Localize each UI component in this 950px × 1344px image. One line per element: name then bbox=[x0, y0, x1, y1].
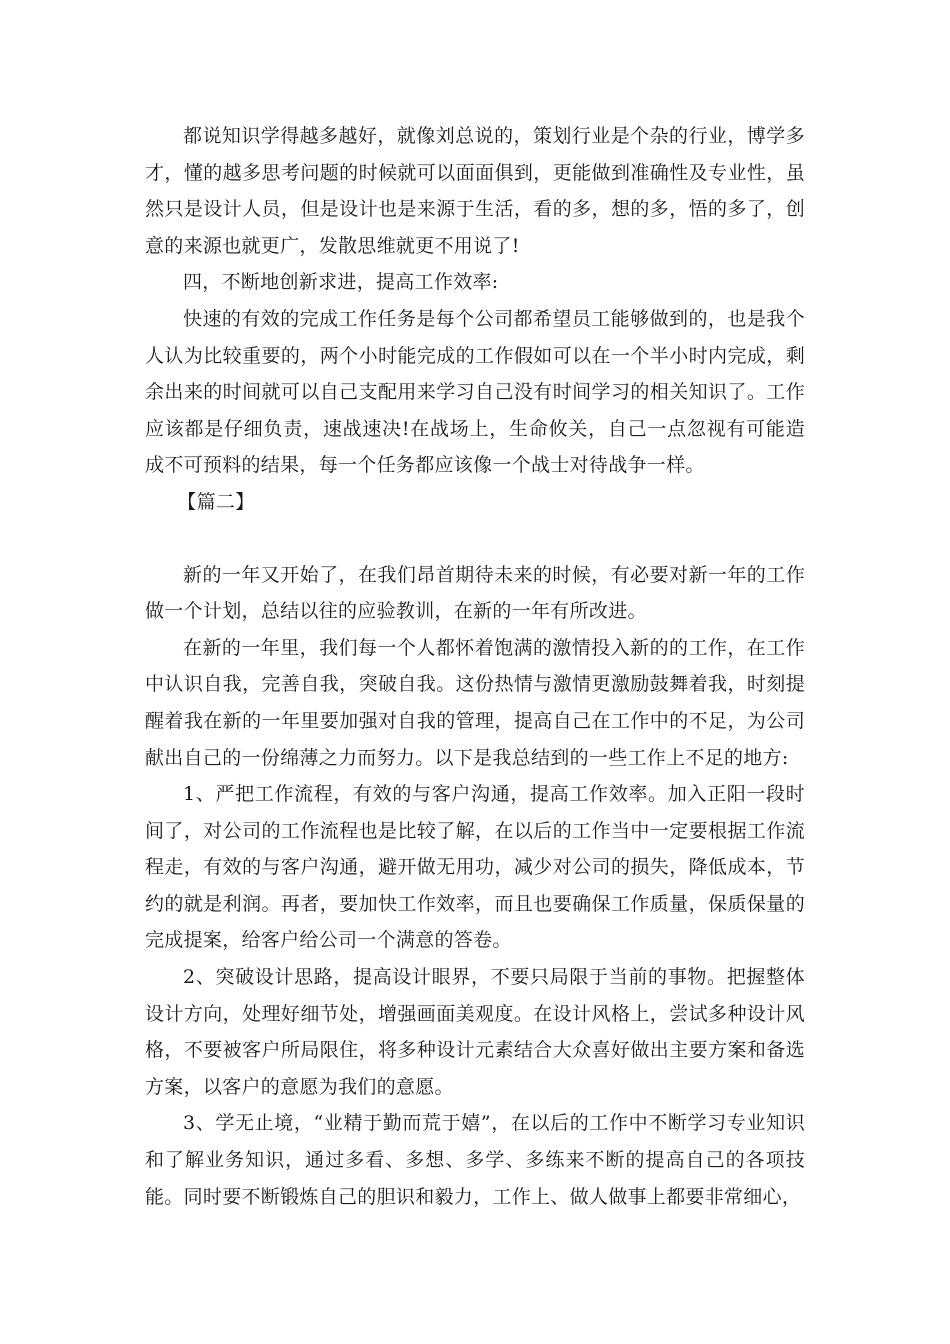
list-item-three: 3、学无止境，“业精于勤而荒于嬉”，在以后的工作中不断学习专业知识和了解业务知识，通过多看、多想、多学、多练来不断的提高自己的各项技能。同时要不断锻炼自己的胆识和毅力，工作上、做人做事上都要非常细心， bbox=[145, 1112, 805, 1208]
part-two-heading: 【篇二】 bbox=[177, 490, 255, 513]
list-item-two: 2、突破设计思路，提高设计眼界，不要只局限于当前的事物。把握整体设计方向，处理好细节处，增强画面美观度。在设计风格上，尝试多种设计风格，不要被客户所局限住，将多种设计元素结合大众喜好做出主要方案和备选方案，以客户的意愿为我们的意愿。 bbox=[145, 966, 805, 1098]
paragraph-efficiency: 快速的有效的完成工作任务是每个公司都希望员工能够做到的，也是我个人认为比较重要的，两个小时能完成的工作假如可以在一个半小时内完成，剩余出来的时间就可以自己支配用来学习自己没有时间学习的相关知识了。工作应该都是仔细负责，速战速决!在战场上，生命攸关，自己一点忽视有可能造成不可预料的结果，每一个任务都应该像一个战士对待战争一样。 bbox=[145, 307, 805, 477]
blank-line bbox=[145, 521, 805, 557]
section-heading-four: 四，不断地创新求进，提高工作效率: bbox=[183, 271, 499, 294]
paragraph-new-year: 新的一年又开始了，在我们昂首期待未来的时候，有必要对新一年的工作做一个计划，总结以往的应验教训，在新的一年有所改进。 bbox=[145, 563, 805, 623]
list-item-one: 1、严把工作流程，有效的与客户沟通，提高工作效率。加入正阳一段时间了，对公司的工作流程也是比较了解，在以后的工作当中一定要根据工作流程走，有效的与客户沟通，避开做无用功，减少对公司的损失，降低成本，节约的就是利润。再者，要加快工作效率，而且也要确保工作质量，保质保量的完成提案，给客户给公司一个满意的答卷。 bbox=[145, 783, 805, 952]
document-page bbox=[145, 118, 805, 1215]
paragraph-passion: 在新的一年里，我们每一个人都怀着饱满的激情投入新的的工作，在工作中认识自我，完善自我，突破自我。这份热情与激情更激励鼓舞着我，时刻提醒着我在新的一年里要加强对自我的管理，提高自己在工作中的不足，为公司献出自己的一份绵薄之力而努力。以下是我总结到的一些工作上不足的地方: bbox=[145, 636, 805, 769]
paragraph-knowledge: 都说知识学得越多越好，就像刘总说的，策划行业是个杂的行业，博学多才，懂的越多思考问题的时候就可以面面俱到，更能做到准确性及专业性，虽然只是设计人员，但是设计也是来源于生活，看的多，想的多，悟的多了，创意的来源也就更广，发散思维就更不用说了! bbox=[145, 125, 805, 257]
